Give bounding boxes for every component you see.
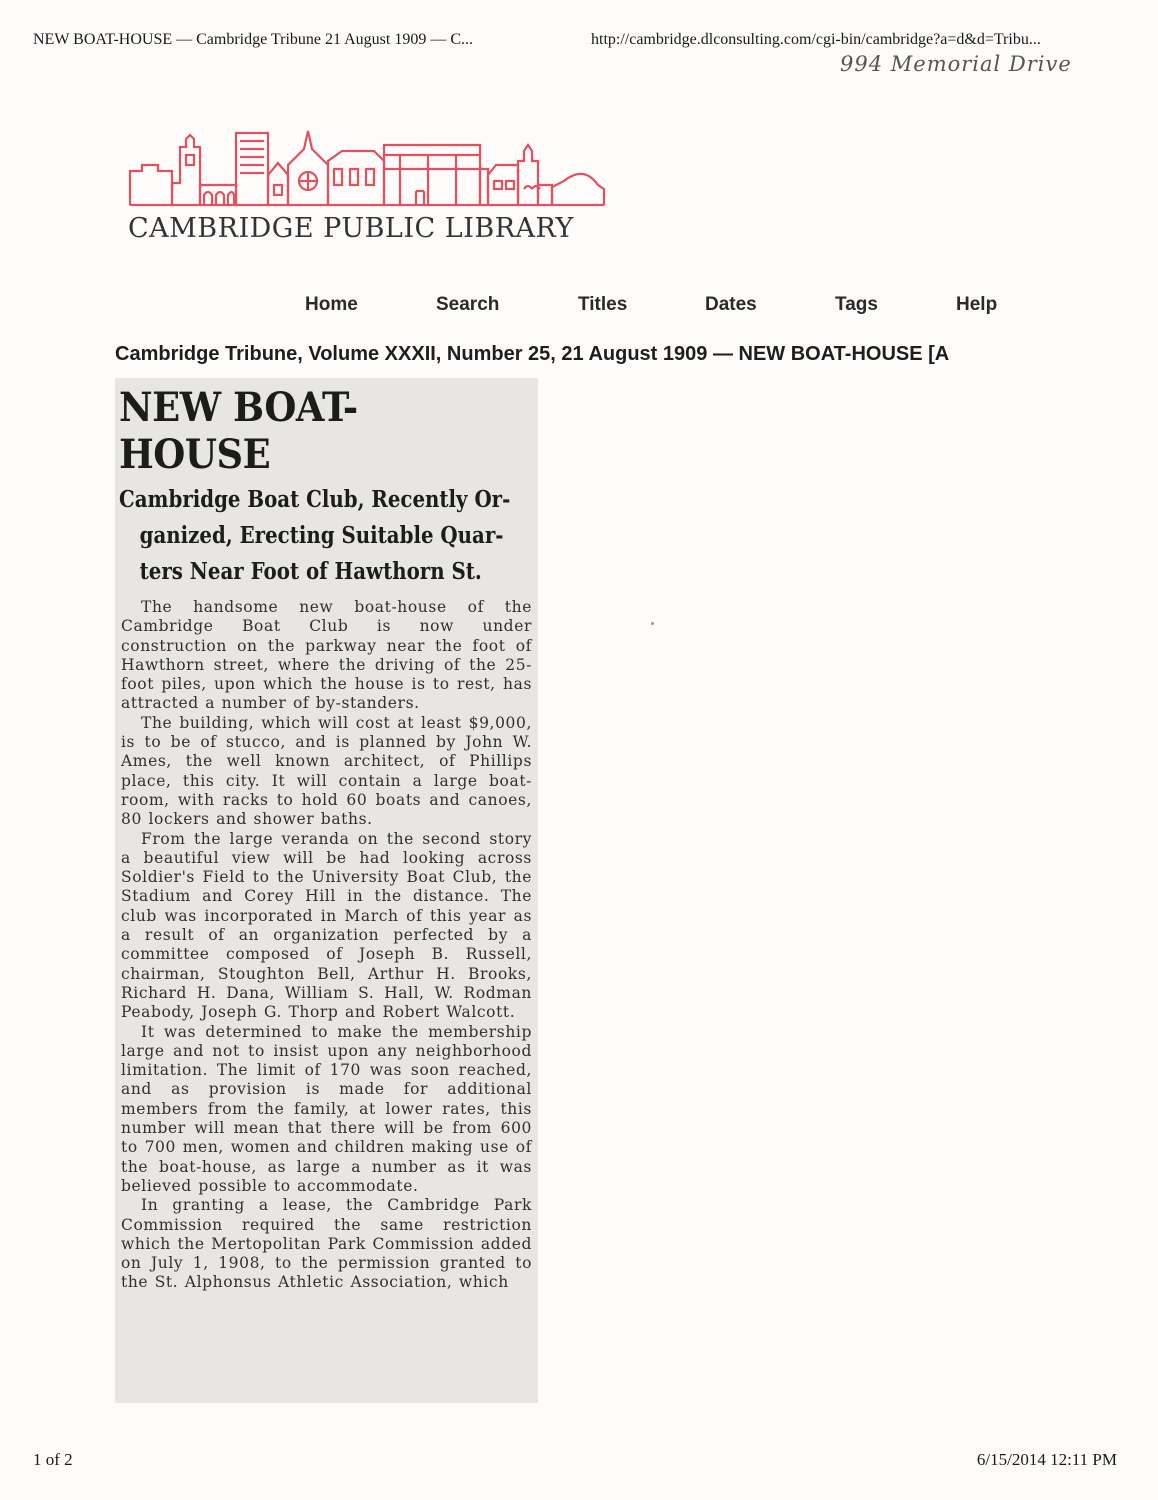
nav-tags[interactable]: Tags	[835, 294, 878, 315]
page-count: 1 of 2	[33, 1450, 73, 1469]
library-logo[interactable]	[128, 125, 608, 244]
library-skyline-logo-icon	[128, 125, 606, 209]
nav-help[interactable]: Help	[956, 294, 998, 315]
nav-titles[interactable]: Titles	[578, 294, 628, 315]
print-url: http://cambridge.dlconsulting.com/cgi-bin/cambridge?a=d&d=Tribu...	[591, 31, 1041, 48]
scan-speck	[651, 622, 654, 625]
article-paragraph: From the large veranda on the second story a beautiful view will be had looking across Soldier's Field to the University Boat Club, the Stadium and Corey Hill in the distance. The club was incorporated in March of this year as a result of an organization perfected by a committee composed of Joseph B. Russell, chairman, Stoughton Bell, Arthur H. Brooks, Richard H. Dana, William S. Hall, W. Rodman Peabody, Joseph G. Thorp and Robert Walcott.	[121, 829, 532, 1022]
handwritten-note: 994 Memorial Drive	[840, 52, 1072, 76]
print-timestamp: 6/15/2014 12:11 PM	[976, 1450, 1117, 1469]
article-paragraph: The handsome new boat-house of the Cambridge Boat Club is now under construction on the parkway near the foot of Hawthorn street, where the driving of the 25-foot piles, upon which the house is to rest, has attracted a number of by-standers.	[121, 598, 532, 713]
print-page-title: NEW BOAT-HOUSE — Cambridge Tribune 21 August 1909 — C...	[33, 31, 474, 48]
article-body	[121, 598, 532, 1293]
subhead-line-3: ters Near Foot of Hawthorn St.	[139, 558, 482, 585]
nav-search[interactable]: Search	[436, 294, 500, 315]
article-headline: NEW BOAT-HOUSE	[119, 384, 358, 478]
document-title: Cambridge Tribune, Volume XXXII, Number 25, 21 August 1909 — NEW BOAT-HOUSE [A	[115, 343, 950, 365]
nav-dates[interactable]: Dates	[705, 294, 757, 315]
article-subhead	[119, 482, 532, 590]
subhead-line-1: Cambridge Boat Club, Recently Or-	[119, 486, 511, 513]
nav-home[interactable]: Home	[305, 294, 358, 315]
article-paragraph: In granting a lease, the Cambridge Park Commission required the same restriction which the Mertopolitan Park Commission added on July 1, 1908, to the permission granted to the St. Alphonsus Athletic Association, which	[121, 1196, 532, 1292]
newspaper-clipping	[115, 378, 538, 1403]
article-paragraph: It was determined to make the membership large and not to insist upon any neighborhood limitation. The limit of 170 was soon reached, and as provision is made for additional members from the family, at lower rates, this number will mean that there will be from 600 to 700 men, women and children making use of the boat-house, as large a number as it was believed possible to accommodate.	[121, 1022, 532, 1195]
subhead-line-2: ganized, Erecting Suitable Quar-	[139, 522, 504, 549]
article-paragraph: The building, which will cost at least $9,000, is to be of stucco, and is planned by John W. Ames, the well known architect, of Phillips place, this city. It will contain a large boat-room, with racks to hold 60 boats and canoes, 80 lockers and shower baths.	[121, 713, 532, 829]
library-name: CAMBRIDGE PUBLIC LIBRARY	[128, 213, 574, 244]
